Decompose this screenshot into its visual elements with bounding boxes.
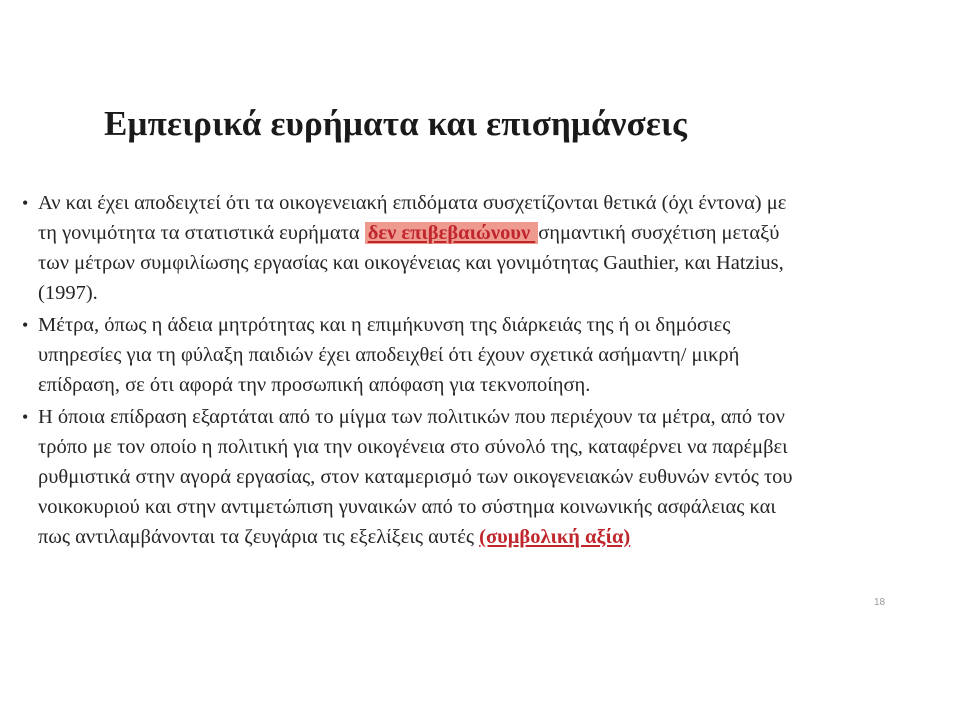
text-line: ρυθμιστικά στην αγορά εργασίας, στον καταμερισμό των οικογενειακών ευθυνών εντός του	[38, 466, 793, 488]
text-line: των μέτρων συμφιλίωσης εργασίας και οικογένειας και γονιμότητας Gauthier, και Hatzius,	[38, 252, 784, 274]
text-line: τρόπο με τον οποίο η πολιτική για την οικογένεια στο σύνολό της, καταφέρνει να παρέμβει	[38, 436, 788, 458]
text-line	[38, 218, 942, 248]
slide-title: Εμπειρικά ευρήματα και επισημάνσεις	[104, 104, 688, 143]
text-line: νοικοκυριού και στην αντιμετώπιση γυναικών από το σύστημα κοινωνικής ασφάλειας και	[38, 496, 776, 518]
page-number: 18	[874, 597, 886, 608]
bullet-item-1	[22, 188, 942, 308]
text-segment: τη γονιμότητα τα στατιστικά ευρήματα	[38, 222, 365, 244]
text-line: Η όποια επίδραση εξαρτάται από το μίγμα των πολιτικών που περιέχουν τα μέτρα, από τον	[38, 406, 785, 428]
text-line: (1997).	[38, 282, 98, 304]
bullet-marker: •	[22, 315, 29, 335]
text-line: υπηρεσίες για τη φύλαξη παιδιών έχει αποδειχθεί ότι έχουν σχετικά ασήμαντη/ μικρή	[38, 344, 740, 366]
bullet-item-2	[22, 310, 942, 400]
text-line: Αν και έχει αποδειχτεί ότι τα οικογενειακή επιδόματα συσχετίζονται θετικά (όχι έντονα) με	[38, 192, 787, 214]
text-segment: σημαντική συσχέτιση μεταξύ	[538, 222, 780, 244]
text-line: επίδραση, σε ότι αφορά την προσωπική απόφαση για τεκνοποίηση.	[38, 374, 591, 396]
highlighted-phrase: δεν επιβεβαιώνουν	[365, 222, 539, 244]
bullet-list	[22, 188, 942, 554]
text-line: Μέτρα, όπως η άδεια μητρότητας και η επιμήκυνση της διάρκειάς της ή οι δημόσιες	[38, 314, 731, 336]
bullet-marker: •	[22, 193, 29, 213]
bullet-marker: •	[22, 407, 29, 427]
text-segment: πως αντιλαμβάνονται τα ζευγάρια τις εξελίξεις αυτές	[38, 526, 480, 548]
text-line	[38, 522, 942, 552]
emphasized-phrase: (συμβολική αξία)	[479, 526, 631, 548]
bullet-item-3	[22, 402, 942, 552]
